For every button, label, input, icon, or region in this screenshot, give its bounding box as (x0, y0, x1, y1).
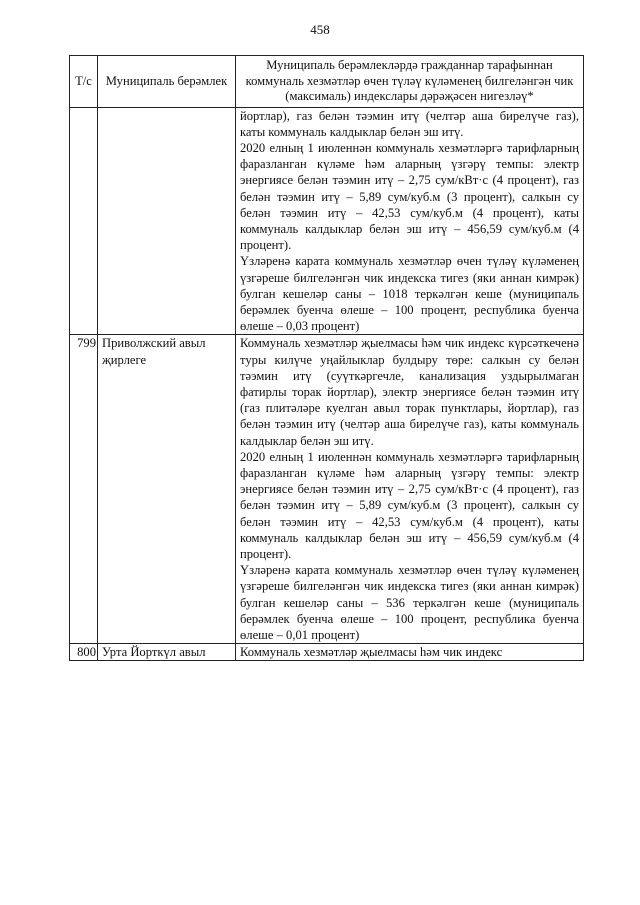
paragraph: Коммуналь хезмәтләр җыелмасы һәм чик индекс (240, 645, 503, 660)
header-justification: Муниципаль берәмлекләрдә гражданнар тарафыннан коммуналь хезмәтләр өчен түләү күләменең билгеләнгән чик (максималь) индекслары дәрәҗәсен нигезләү* (236, 56, 584, 108)
row-number: 800 (70, 644, 98, 661)
row-justification (236, 644, 584, 661)
paragraph: Үзләренә карата коммуналь хезмәтләр өчен түләү күләменең үзгәреше билгеләнгән чик индекска тигез (яки аннан кимрәк) булган кешеләр саны – 1018 теркәлгән кеше (муниципаль берәмлек буенча өлеше – 100 процент, республика буенча өлеше – 0,03 процент) (240, 254, 579, 334)
table-row (70, 107, 584, 335)
page-number: 458 (310, 22, 330, 37)
paragraph: йортлар), газ белән тәэмин итү (челтәр аша бирелүче газ), каты коммуналь калдыклар белән эш итү. (240, 108, 579, 139)
header-municipality: Муниципаль берәмлек (98, 56, 236, 108)
row-number: 799 (70, 335, 98, 644)
paragraph: 2020 елның 1 июленнән коммуналь хезмәтләргә тарифларның фаразланган күләме һәм аларның үзгәрү темпы: электр энергиясе белән тәэмин итү – 2,75 сум/кВт·с (4 процент), газ белән тәэмин итү – 5,89 сум/куб.м (3 процент), салкын су белән тәэмин итү – 42,53 сум/куб.м (4 процент), каты коммуналь калдыклар белән эш итү – 456,59 сум/куб.м (4 процент). (240, 449, 579, 561)
row-municipality: Приволжский авыл җирлеге (98, 335, 236, 644)
header-number: Т/с (70, 56, 98, 108)
row-number (70, 107, 98, 335)
row-municipality (98, 107, 236, 335)
row-justification (236, 107, 584, 335)
row-municipality: Урта Йорткүл авыл (98, 644, 236, 661)
paragraph: Коммуналь хезмәтләр җыелмасы һәм чик индекс күрсәткеченә туры килүче уңайлыклар булдыру төре: салкын су белән тәэмин итү (суүткәргечле, канализация уздырылмаган фатирлы торак йортлар), электр энергиясе белән тәэмин итү (газ плитәләре куелган авыл торак пунктлары, йортлар), газ белән тәэмин итү (челтәр аша бирелүче газ), каты коммуналь калдыклар белән эш итү. (240, 336, 579, 448)
indices-table (69, 55, 584, 661)
row-justification (236, 335, 584, 644)
table-header-row (70, 56, 584, 108)
paragraph: 2020 елның 1 июленнән коммуналь хезмәтләргә тарифларның фаразланган күләме һәм аларның үзгәрү темпы: электр энергиясе белән тәэмин итү – 2,75 сум/кВт·с (4 процент), газ белән тәэмин итү – 5,89 сум/куб.м (3 процент), салкын су белән тәэмин итү – 42,53 сум/куб.м (4 процент), каты коммуналь калдыклар белән эш итү – 456,59 сум/куб.м (4 процент). (240, 140, 579, 253)
paragraph: Үзләренә карата коммуналь хезмәтләр өчен түләү күләменең үзгәреше билгеләнгән чик индекска тигез (яки аннан кимрәк) булган кешеләр саны – 536 теркәлгән кеше (муниципаль берәмлек буенча өлеше – 100 процент, республика буенча өлеше – 0,01 процент) (240, 563, 579, 642)
table-row (70, 335, 584, 644)
table-row (70, 644, 584, 661)
